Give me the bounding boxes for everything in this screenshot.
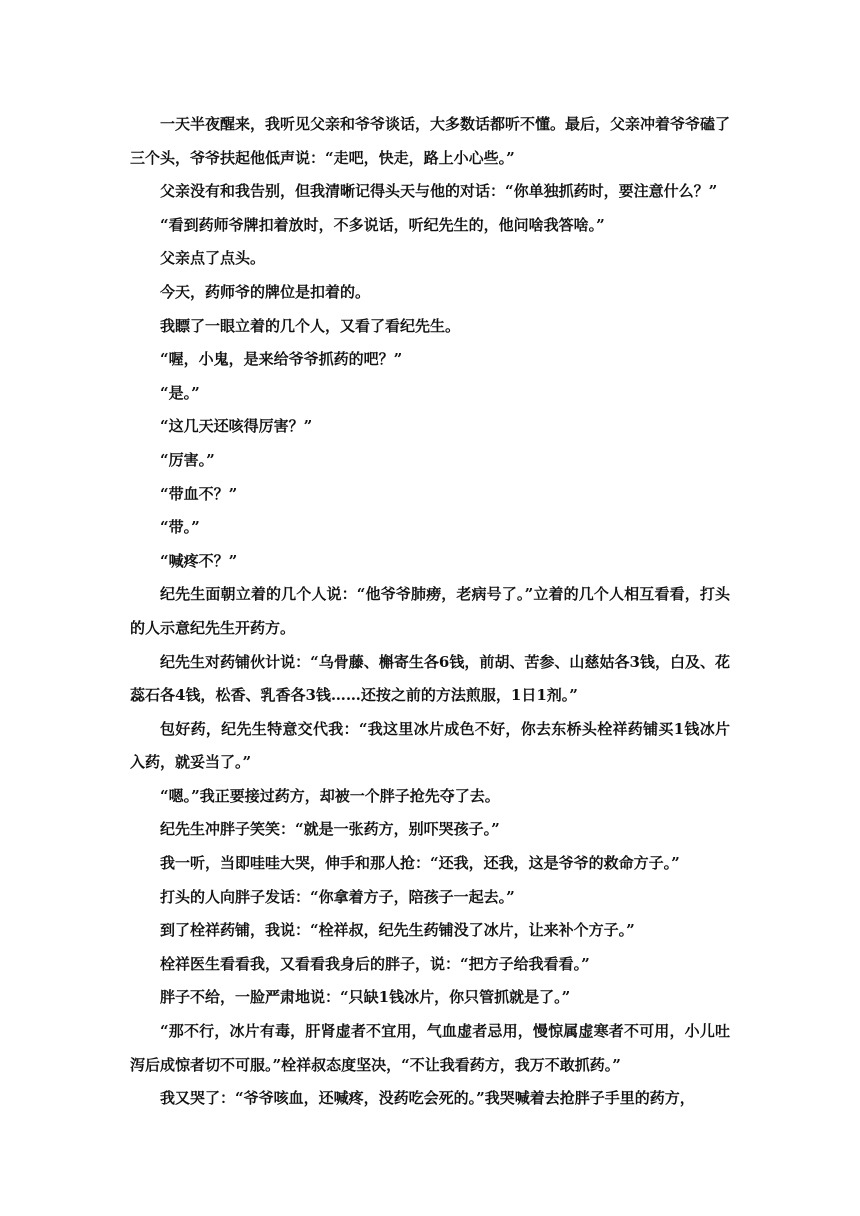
paragraph: 纪先生对药铺伙计说：“乌骨藤、槲寄生各6钱，前胡、苦参、山慈姑各3钱，白及、花蕊石各4钱，松香、乳香各3钱……还按之前的方法煎服，1日1剂。” (130, 652, 730, 705)
paragraph: 我一听，当即哇哇大哭，伸手和那人抢：“还我，还我，这是爷爷的救命方子。” (160, 854, 680, 873)
paragraph: “看到药师爷牌扣着放时，不多说话，听纪先生的，他问啥我答啥。” (160, 215, 605, 234)
story-text (130, 108, 730, 1116)
paragraph: 纪先生面朝立着的几个人说：“他爷爷肺痨，老病号了。”立着的几个人相互看看，打头的人示意纪先生开药方。 (130, 585, 730, 637)
paragraph: “喔，小鬼，是来给爷爷抓药的吧？” (160, 350, 403, 369)
paragraph: 打头的人向胖子发话：“你拿着方子，陪孩子一起去。” (160, 887, 515, 906)
paragraph: “带。” (160, 518, 200, 537)
paragraph: 父亲点了点头。 (160, 249, 266, 268)
paragraph: 父亲没有和我告别，但我清晰记得头天与他的对话：“你单独抓药时，要注意什么？” (160, 182, 718, 201)
paragraph: “那不行，冰片有毒，肝肾虚者不宜用，气血虚者忌用，慢惊属虚寒者不可用，小儿吐泻后成惊者切不可服。”栓祥叔态度坚决，“不让我看药方，我万不敢抓药。” (130, 1022, 730, 1074)
paragraph: “喊疼不？” (160, 551, 238, 570)
paragraph: 栓祥医生看看我，又看看我身后的胖子，说：“把方子给我看看。” (160, 954, 590, 973)
paragraph: “是。” (160, 383, 200, 402)
paragraph: “厉害。” (160, 450, 215, 469)
paragraph: 胖子不给，一脸严肃地说：“只缺1钱冰片，你只管抓就是了。” (160, 988, 571, 1007)
paragraph: 到了栓祥药铺，我说：“栓祥叔，纪先生药铺没了冰片，让来补个方子。” (160, 921, 635, 940)
paragraph: 包好药，纪先生特意交代我：“我这里冰片成色不好，你去东桥头栓祥药铺买1钱冰片入药，就妥当了。” (130, 719, 730, 772)
paragraph: “这几天还咳得厉害？” (160, 417, 313, 436)
paragraph: 纪先生冲胖子笑笑：“就是一张药方，别吓哭孩子。” (160, 820, 500, 839)
paragraph: 我瞟了一眼立着的几个人，又看了看纪先生。 (160, 316, 461, 335)
paragraph: 今天，药师爷的牌位是扣着的。 (160, 282, 371, 301)
paragraph: “带血不？” (160, 484, 238, 503)
paragraph: 我又哭了：“爷爷咳血，还喊疼，没药吃会死的。”我哭喊着去抢胖子手里的药方， (160, 1089, 695, 1108)
paragraph: “嗯。”我正要接过药方，却被一个胖子抢先夺了去。 (160, 786, 500, 805)
paragraph: 一天半夜醒来，我听见父亲和爷爷谈话，大多数话都听不懂。最后，父亲冲着爷爷磕了三个头，爷爷扶起他低声说：“走吧，快走，路上小心些。” (130, 115, 731, 167)
